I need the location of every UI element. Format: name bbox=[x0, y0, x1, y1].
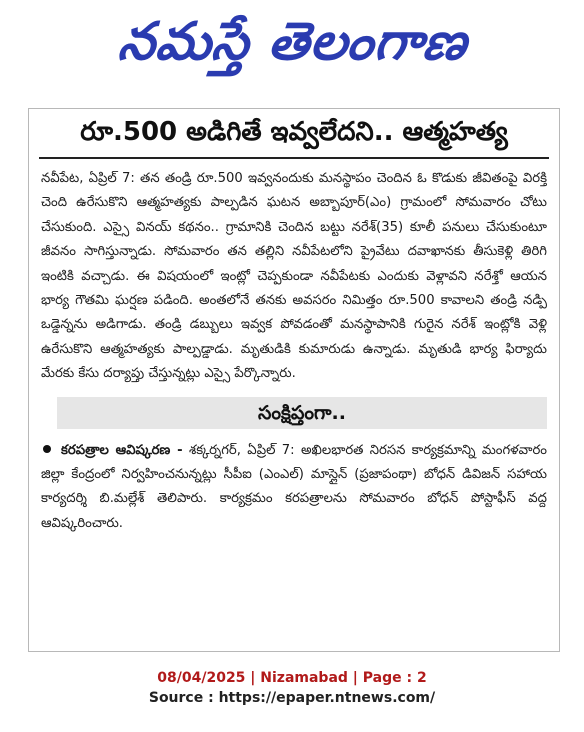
brief-section-heading: సంక్షిప్తంగా.. bbox=[57, 397, 547, 429]
brief-item-text: శక్కర్నగర్, ఏప్రిల్ 7: అఖిలభారత నిరసన కార్యక్రమాన్ని మంగళవారం జిల్లా కేంద్రంలో నిర్వహించనున్నట్లు సీపీఐ (ఎంఎల్) మాస్లైన్ (ప్రజాపంథా) బోధన్ డివిజన్ సహాయ కార్యదర్శి బి.మల్లేశ్ తెలిపారు. కార్యక్రమం కరపత్రాలను సోమవారం బోధన్ పోస్టాఫీస్ వద్ద ఆవిష్కరించారు. bbox=[41, 442, 547, 531]
article-headline: రూ.500 అడిగితే ఇవ్వలేదని.. ఆత్మహత్య bbox=[39, 117, 549, 159]
masthead bbox=[0, 0, 584, 96]
brief-item bbox=[41, 439, 547, 537]
bullet-icon bbox=[43, 445, 51, 453]
brief-item-label: కరపత్రాల ఆవిష్కరణ - bbox=[61, 442, 183, 458]
article-clipping bbox=[28, 108, 560, 652]
edition-info: 08/04/2025 | Nizamabad | Page : 2 bbox=[157, 670, 427, 686]
article-body bbox=[41, 167, 547, 387]
page-footer bbox=[0, 668, 584, 708]
source-url: Source : https://epaper.ntnews.com/ bbox=[148, 690, 436, 706]
article-paragraph: నవీపేట, ఏప్రిల్ 7: తన తండ్రి రూ.500 ఇవ్వనందుకు మనస్థాపం చెందిన ఓ కొడుకు జీవితంపై విరక్తి చెంది ఉరేసుకొని ఆత్మహత్యకు పాల్పడిన ఘటన అబ్బాపూర్(ఎం) గ్రామంలో సోమవారం చోటు చేసుకుంది. ఎస్సై వినయ్ కథనం.. గ్రామానికి చెందిన బట్టు నరేశ్(35) కూలీ పనులు చేసుకుంటూ జీవనం సాగిస్తున్నాడు. సోమవారం తన తల్లిని నవీపేటలోని ప్రైవేటు దవాఖానకు తీసుకెళ్లి తిరిగి ఇంటికి వచ్చాడు. ఈ విషయంలో ఇంట్లో చెప్పకుండా నవీపేటకు ఎందుకు వెళ్లావని నరేశ్తో ఆయన భార్య గౌతమి ఘర్షణ పడింది. అంతలోనే తనకు అవసరం నిమిత్తం రూ.500 కావాలని తండ్రి నడ్పి ఒడ్డెన్నను అడిగాడు. తండ్రి డబ్బులు ఇవ్వక పోవడంతో మనస్థాపానికి గురైన నరేశ్ ఇంట్లోకి వెళ్లి ఉరేసుకొని ఆత్మహత్యకు పాల్పడ్డాడు. మృతుడికి కుమారుడు ఉన్నాడు. మృతుడి భార్య ఫిర్యాదు మేరకు కేసు దర్యాప్తు చేస్తున్నట్లు ఎస్సై పేర్కొన్నారు. bbox=[41, 171, 547, 382]
newspaper-logo: నమస్తే తెలంగాణ bbox=[115, 11, 471, 72]
